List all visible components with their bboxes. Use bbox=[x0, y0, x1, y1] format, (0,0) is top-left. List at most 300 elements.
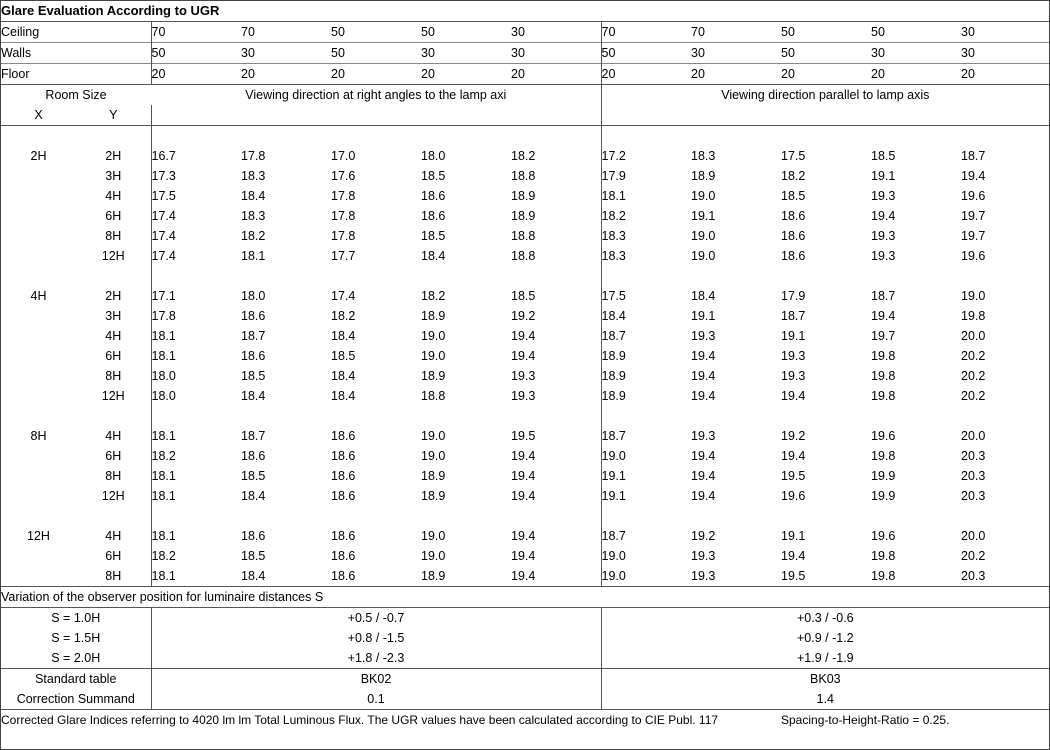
table-row bbox=[1, 286, 1049, 306]
cell-value: 18.1 bbox=[151, 429, 176, 443]
cell-value: 17.8 bbox=[241, 149, 266, 163]
cell-value: 18.6 bbox=[781, 209, 806, 223]
table-row bbox=[1, 486, 1049, 506]
cell-value: 19.4 bbox=[511, 526, 601, 546]
cell-value: 18.4 bbox=[331, 369, 356, 383]
reflectance-floor-0: 20 bbox=[151, 67, 166, 81]
variation-value-left: +0.5 / -0.7 bbox=[151, 608, 601, 629]
reflectance-floor-7: 20 bbox=[781, 67, 795, 81]
row-x-label: 2H bbox=[30, 149, 47, 163]
cell-value: 18.5 bbox=[241, 369, 266, 383]
reflectance-ceiling-2: 50 bbox=[331, 25, 345, 39]
cell-value: 17.8 bbox=[331, 229, 356, 243]
cell-value: 20.3 bbox=[961, 469, 986, 483]
cell-value: 19.4 bbox=[691, 469, 716, 483]
table-title-row bbox=[1, 1, 1049, 22]
cell-value: 17.8 bbox=[151, 309, 176, 323]
cell-value: 18.9 bbox=[601, 389, 626, 403]
cell-value: 18.6 bbox=[241, 529, 266, 543]
cell-value: 18.9 bbox=[421, 309, 446, 323]
cell-value: 19.8 bbox=[871, 389, 896, 403]
cell-value: 18.4 bbox=[601, 309, 626, 323]
reflectance-floor-4: 20 bbox=[511, 64, 601, 85]
variation-value-left: +0.8 / -1.5 bbox=[151, 628, 601, 648]
cell-value: 17.7 bbox=[331, 249, 356, 263]
cell-value: 19.4 bbox=[691, 449, 716, 463]
cell-value: 19.4 bbox=[781, 549, 806, 563]
cell-value: 19.6 bbox=[871, 429, 896, 443]
cell-value: 19.9 bbox=[871, 489, 896, 503]
cell-value: 19.5 bbox=[511, 426, 601, 446]
cell-value: 17.1 bbox=[151, 289, 176, 303]
cell-value: 18.1 bbox=[151, 569, 176, 583]
cell-value: 18.6 bbox=[331, 489, 356, 503]
cell-value: 19.7 bbox=[961, 229, 986, 243]
cell-value: 18.4 bbox=[241, 489, 266, 503]
reflectance-row-walls bbox=[1, 43, 1049, 64]
reflectance-floor-2: 20 bbox=[331, 67, 345, 81]
cell-value: 18.1 bbox=[151, 329, 176, 343]
cell-value: 19.3 bbox=[511, 366, 601, 386]
cell-value: 19.3 bbox=[781, 369, 806, 383]
variation-value-right: +0.3 / -0.6 bbox=[797, 611, 854, 625]
reflectance-walls-2: 50 bbox=[331, 46, 345, 60]
correction-summand-label: Correction Summand bbox=[1, 689, 151, 710]
cell-value: 17.4 bbox=[151, 229, 176, 243]
cell-value: 18.3 bbox=[241, 169, 266, 183]
row-y-label: 3H bbox=[76, 166, 151, 186]
cell-value: 20.2 bbox=[961, 369, 986, 383]
cell-value: 19.1 bbox=[691, 309, 716, 323]
row-x-label-empty bbox=[1, 486, 76, 506]
reflectance-walls-3: 30 bbox=[421, 46, 435, 60]
cell-value: 19.4 bbox=[961, 169, 986, 183]
cell-value: 19.1 bbox=[601, 489, 626, 503]
cell-value: 18.6 bbox=[241, 309, 266, 323]
row-x-label-empty bbox=[1, 226, 76, 246]
cell-value: 19.8 bbox=[871, 349, 896, 363]
group-spacer bbox=[1, 506, 1049, 526]
cell-value: 18.7 bbox=[871, 289, 896, 303]
reflectance-label-floor: Floor bbox=[1, 64, 151, 85]
axis-header-row bbox=[1, 105, 1049, 126]
cell-value: 18.5 bbox=[241, 549, 266, 563]
cell-value: 19.6 bbox=[781, 489, 806, 503]
footnote-row bbox=[1, 710, 1049, 731]
reflectance-label-walls: Walls bbox=[1, 43, 151, 64]
row-y-label: 2H bbox=[76, 286, 151, 306]
cell-value: 18.9 bbox=[601, 349, 626, 363]
cell-value: 18.1 bbox=[601, 189, 626, 203]
cell-value: 18.6 bbox=[781, 229, 806, 243]
cell-value: 18.0 bbox=[241, 289, 266, 303]
table-row bbox=[1, 546, 1049, 566]
variation-row bbox=[1, 608, 1049, 629]
cell-value: 19.0 bbox=[601, 549, 626, 563]
reflectance-walls-1: 30 bbox=[241, 46, 255, 60]
ugr-table bbox=[1, 1, 1049, 730]
cell-value: 18.5 bbox=[241, 469, 266, 483]
cell-value: 18.6 bbox=[241, 349, 266, 363]
row-x-label: 12H bbox=[27, 529, 50, 543]
cell-value: 18.6 bbox=[331, 429, 356, 443]
table-row bbox=[1, 526, 1049, 546]
axis-label-x: X bbox=[34, 108, 43, 122]
cell-value: 19.8 bbox=[871, 549, 896, 563]
cell-value: 19.1 bbox=[871, 169, 896, 183]
cell-value: 18.9 bbox=[421, 369, 446, 383]
cell-value: 18.3 bbox=[241, 209, 266, 223]
cell-value: 17.4 bbox=[151, 209, 176, 223]
cell-value: 19.5 bbox=[781, 469, 806, 483]
cell-value: 19.7 bbox=[871, 329, 896, 343]
cell-value: 19.3 bbox=[511, 386, 601, 406]
cell-value: 18.4 bbox=[421, 249, 446, 263]
cell-value: 18.5 bbox=[511, 286, 601, 306]
reflectance-floor-6: 20 bbox=[691, 67, 705, 81]
row-x-label: 4H bbox=[30, 289, 47, 303]
cell-value: 19.4 bbox=[691, 349, 716, 363]
cell-value: 18.5 bbox=[781, 189, 806, 203]
standard-table-left: BK02 bbox=[151, 669, 601, 690]
group-header-spacer-left bbox=[151, 105, 601, 126]
row-y-label: 6H bbox=[76, 346, 151, 366]
row-y-label: 8H bbox=[76, 466, 151, 486]
reflectance-floor-5: 20 bbox=[601, 67, 616, 81]
cell-value: 19.3 bbox=[871, 249, 896, 263]
variation-label: S = 2.0H bbox=[1, 648, 151, 669]
cell-value: 20.0 bbox=[961, 429, 986, 443]
cell-value: 18.0 bbox=[151, 389, 176, 403]
standard-table-right: BK03 bbox=[810, 672, 841, 686]
reflectance-label-ceiling: Ceiling bbox=[1, 22, 151, 43]
row-y-label: 8H bbox=[76, 226, 151, 246]
group-header-spacer-right bbox=[601, 105, 1049, 126]
cell-value: 18.3 bbox=[601, 229, 626, 243]
row-x-label-empty bbox=[1, 246, 76, 266]
reflectance-ceiling-6: 70 bbox=[691, 25, 705, 39]
row-y-label: 4H bbox=[76, 526, 151, 546]
reflectance-walls-0: 50 bbox=[151, 46, 166, 60]
table-row bbox=[1, 186, 1049, 206]
cell-value: 18.6 bbox=[331, 469, 356, 483]
row-x-label-empty bbox=[1, 366, 76, 386]
cell-value: 19.0 bbox=[421, 429, 446, 443]
cell-value: 18.2 bbox=[331, 309, 356, 323]
cell-value: 18.1 bbox=[241, 249, 266, 263]
cell-value: 19.0 bbox=[691, 249, 716, 263]
cell-value: 18.5 bbox=[421, 229, 446, 243]
cell-value: 18.4 bbox=[241, 569, 266, 583]
cell-value: 18.3 bbox=[601, 249, 626, 263]
cell-value: 19.1 bbox=[601, 469, 626, 483]
cell-value: 19.6 bbox=[871, 529, 896, 543]
table-row bbox=[1, 366, 1049, 386]
cell-value: 19.4 bbox=[511, 546, 601, 566]
table-row bbox=[1, 246, 1049, 266]
cell-value: 18.8 bbox=[511, 166, 601, 186]
reflectance-ceiling-0: 70 bbox=[151, 25, 166, 39]
reflectance-walls-4: 30 bbox=[511, 43, 601, 64]
cell-value: 18.8 bbox=[421, 389, 446, 403]
cell-value: 19.1 bbox=[781, 329, 806, 343]
cell-value: 19.4 bbox=[871, 209, 896, 223]
cell-value: 18.2 bbox=[151, 549, 176, 563]
group-spacer bbox=[1, 126, 1049, 147]
cell-value: 18.1 bbox=[151, 529, 176, 543]
cell-value: 19.4 bbox=[511, 346, 601, 366]
cell-value: 17.4 bbox=[151, 249, 176, 263]
cell-value: 17.5 bbox=[151, 189, 176, 203]
reflectance-ceiling-4: 30 bbox=[511, 22, 601, 43]
cell-value: 19.2 bbox=[511, 306, 601, 326]
cell-value: 19.4 bbox=[781, 389, 806, 403]
reflectance-floor-3: 20 bbox=[421, 67, 435, 81]
cell-value: 20.2 bbox=[961, 389, 986, 403]
reflectance-walls-6: 30 bbox=[691, 46, 705, 60]
cell-value: 18.1 bbox=[151, 469, 176, 483]
room-size-header: Room Size bbox=[45, 88, 107, 102]
cell-value: 20.3 bbox=[961, 569, 986, 583]
cell-value: 18.2 bbox=[511, 146, 601, 166]
table-row bbox=[1, 566, 1049, 587]
row-x-label-empty bbox=[1, 566, 76, 587]
cell-value: 17.9 bbox=[601, 169, 626, 183]
cell-value: 19.3 bbox=[871, 229, 896, 243]
cell-value: 19.4 bbox=[871, 309, 896, 323]
cell-value: 19.0 bbox=[601, 569, 626, 583]
correction-summand-row bbox=[1, 689, 1049, 710]
cell-value: 19.3 bbox=[871, 189, 896, 203]
cell-value: 18.9 bbox=[421, 469, 446, 483]
reflectance-floor-1: 20 bbox=[241, 67, 255, 81]
cell-value: 17.3 bbox=[151, 169, 176, 183]
cell-value: 20.3 bbox=[961, 489, 986, 503]
row-x-label-empty bbox=[1, 466, 76, 486]
variation-title-row bbox=[1, 587, 1049, 608]
cell-value: 18.7 bbox=[601, 329, 626, 343]
cell-value: 18.2 bbox=[601, 209, 626, 223]
row-y-label: 4H bbox=[76, 326, 151, 346]
table-row bbox=[1, 386, 1049, 406]
cell-value: 19.3 bbox=[781, 349, 806, 363]
row-x-label: 8H bbox=[30, 429, 47, 443]
cell-value: 18.7 bbox=[241, 329, 266, 343]
table-row bbox=[1, 426, 1049, 446]
footnote-text: Corrected Glare Indices referring to 4020 lm lm Total Luminous Flux. The UGR values have been calculated according to CIE Publ. 117 bbox=[1, 713, 719, 727]
table-row bbox=[1, 346, 1049, 366]
cell-value: 18.4 bbox=[331, 389, 356, 403]
cell-value: 19.6 bbox=[961, 189, 986, 203]
cell-value: 17.9 bbox=[781, 289, 806, 303]
table-row bbox=[1, 466, 1049, 486]
cell-value: 19.0 bbox=[601, 449, 626, 463]
row-y-label: 8H bbox=[76, 366, 151, 386]
table-row bbox=[1, 306, 1049, 326]
row-y-label: 3H bbox=[76, 306, 151, 326]
variation-value-left: +1.8 / -2.3 bbox=[151, 648, 601, 669]
reflectance-floor-8: 20 bbox=[871, 67, 885, 81]
cell-value: 19.4 bbox=[511, 566, 601, 587]
cell-value: 17.4 bbox=[331, 289, 356, 303]
group-header-perpendicular: Viewing direction at right angles to the lamp axi bbox=[151, 85, 601, 106]
cell-value: 17.0 bbox=[331, 149, 356, 163]
cell-value: 19.1 bbox=[691, 209, 716, 223]
cell-value: 17.8 bbox=[331, 189, 356, 203]
cell-value: 19.9 bbox=[871, 469, 896, 483]
cell-value: 20.0 bbox=[961, 529, 986, 543]
cell-value: 17.8 bbox=[331, 209, 356, 223]
cell-value: 18.9 bbox=[511, 186, 601, 206]
cell-value: 18.5 bbox=[331, 349, 356, 363]
cell-value: 18.4 bbox=[241, 389, 266, 403]
cell-value: 18.5 bbox=[421, 169, 446, 183]
table-row bbox=[1, 446, 1049, 466]
cell-value: 18.7 bbox=[781, 309, 806, 323]
cell-value: 18.9 bbox=[421, 489, 446, 503]
variation-label: S = 1.0H bbox=[1, 608, 151, 629]
cell-value: 19.4 bbox=[691, 489, 716, 503]
cell-value: 19.7 bbox=[961, 209, 986, 223]
correction-summand-right: 1.4 bbox=[816, 692, 835, 706]
cell-value: 19.0 bbox=[421, 449, 446, 463]
cell-value: 18.0 bbox=[421, 149, 446, 163]
variation-row bbox=[1, 648, 1049, 669]
variation-value-right: +0.9 / -1.2 bbox=[797, 631, 854, 645]
cell-value: 18.7 bbox=[961, 149, 986, 163]
reflectance-walls-7: 50 bbox=[781, 46, 795, 60]
cell-value: 19.8 bbox=[961, 309, 986, 323]
reflectance-walls-9: 30 bbox=[961, 46, 975, 60]
cell-value: 19.4 bbox=[691, 389, 716, 403]
cell-value: 17.5 bbox=[781, 149, 806, 163]
reflectance-walls-5: 50 bbox=[601, 46, 616, 60]
cell-value: 18.6 bbox=[331, 529, 356, 543]
standard-table-row bbox=[1, 669, 1049, 690]
cell-value: 19.6 bbox=[961, 249, 986, 263]
cell-value: 20.2 bbox=[961, 549, 986, 563]
reflectance-walls-8: 30 bbox=[871, 46, 885, 60]
cell-value: 19.0 bbox=[421, 329, 446, 343]
row-x-label-empty bbox=[1, 346, 76, 366]
reflectance-ceiling-9: 30 bbox=[961, 25, 975, 39]
cell-value: 19.5 bbox=[781, 569, 806, 583]
cell-value: 18.6 bbox=[241, 449, 266, 463]
cell-value: 18.1 bbox=[151, 489, 176, 503]
cell-value: 18.9 bbox=[511, 206, 601, 226]
row-x-label-empty bbox=[1, 446, 76, 466]
cell-value: 18.9 bbox=[421, 569, 446, 583]
cell-value: 19.3 bbox=[691, 569, 716, 583]
cell-value: 19.0 bbox=[691, 229, 716, 243]
cell-value: 19.4 bbox=[691, 369, 716, 383]
table-row bbox=[1, 226, 1049, 246]
cell-value: 19.8 bbox=[871, 369, 896, 383]
cell-value: 19.0 bbox=[691, 189, 716, 203]
cell-value: 18.2 bbox=[241, 229, 266, 243]
row-x-label-empty bbox=[1, 166, 76, 186]
row-y-label: 8H bbox=[76, 566, 151, 587]
cell-value: 19.4 bbox=[511, 446, 601, 466]
standard-table-label: Standard table bbox=[1, 669, 151, 690]
reflectance-ceiling-1: 70 bbox=[241, 25, 255, 39]
cell-value: 18.7 bbox=[601, 429, 626, 443]
cell-value: 19.0 bbox=[421, 349, 446, 363]
cell-value: 18.4 bbox=[691, 289, 716, 303]
cell-value: 18.2 bbox=[781, 169, 806, 183]
correction-summand-left: 0.1 bbox=[151, 689, 601, 710]
cell-value: 17.2 bbox=[601, 149, 626, 163]
variation-value-right: +1.9 / -1.9 bbox=[797, 651, 854, 665]
cell-value: 20.3 bbox=[961, 449, 986, 463]
table-row bbox=[1, 326, 1049, 346]
row-x-label-empty bbox=[1, 186, 76, 206]
cell-value: 18.4 bbox=[241, 189, 266, 203]
cell-value: 18.6 bbox=[331, 449, 356, 463]
cell-value: 19.3 bbox=[691, 429, 716, 443]
reflectance-row-floor bbox=[1, 64, 1049, 85]
table-row bbox=[1, 146, 1049, 166]
cell-value: 18.5 bbox=[871, 149, 896, 163]
reflectance-floor-9: 20 bbox=[961, 67, 975, 81]
group-header-parallel: Viewing direction parallel to lamp axis bbox=[721, 88, 930, 102]
cell-value: 18.1 bbox=[151, 349, 176, 363]
cell-value: 18.2 bbox=[151, 449, 176, 463]
group-spacer bbox=[1, 266, 1049, 286]
cell-value: 19.0 bbox=[421, 549, 446, 563]
row-y-label: 12H bbox=[76, 386, 151, 406]
cell-value: 18.9 bbox=[691, 169, 716, 183]
cell-value: 17.5 bbox=[601, 289, 626, 303]
reflectance-row-ceiling bbox=[1, 22, 1049, 43]
cell-value: 19.4 bbox=[511, 466, 601, 486]
reflectance-ceiling-8: 50 bbox=[871, 25, 885, 39]
row-y-label: 4H bbox=[76, 186, 151, 206]
variation-row bbox=[1, 628, 1049, 648]
row-x-label-empty bbox=[1, 326, 76, 346]
cell-value: 19.4 bbox=[781, 449, 806, 463]
row-y-label: 12H bbox=[76, 246, 151, 266]
cell-value: 18.6 bbox=[331, 569, 356, 583]
row-x-label-empty bbox=[1, 546, 76, 566]
cell-value: 18.8 bbox=[511, 246, 601, 266]
cell-value: 19.3 bbox=[691, 549, 716, 563]
variation-title: Variation of the observer position for luminaire distances S bbox=[1, 590, 324, 604]
cell-value: 19.0 bbox=[961, 289, 986, 303]
cell-value: 19.4 bbox=[511, 486, 601, 506]
reflectance-ceiling-3: 50 bbox=[421, 25, 435, 39]
footnote-spacing: Spacing-to-Height-Ratio = 0.25. bbox=[781, 713, 950, 727]
cell-value: 18.2 bbox=[421, 289, 446, 303]
cell-value: 18.4 bbox=[331, 329, 356, 343]
cell-value: 19.2 bbox=[781, 429, 806, 443]
row-y-label: 4H bbox=[76, 426, 151, 446]
cell-value: 18.7 bbox=[241, 429, 266, 443]
cell-value: 19.8 bbox=[871, 569, 896, 583]
cell-value: 18.3 bbox=[691, 149, 716, 163]
cell-value: 19.3 bbox=[691, 329, 716, 343]
variation-label: S = 1.5H bbox=[1, 628, 151, 648]
cell-value: 18.6 bbox=[331, 549, 356, 563]
cell-value: 20.2 bbox=[961, 349, 986, 363]
row-x-label-empty bbox=[1, 386, 76, 406]
axis-label-y: Y bbox=[76, 105, 151, 126]
cell-value: 18.6 bbox=[421, 189, 446, 203]
cell-value: 18.7 bbox=[601, 529, 626, 543]
row-x-label-empty bbox=[1, 306, 76, 326]
row-y-label: 6H bbox=[76, 446, 151, 466]
cell-value: 18.8 bbox=[511, 226, 601, 246]
